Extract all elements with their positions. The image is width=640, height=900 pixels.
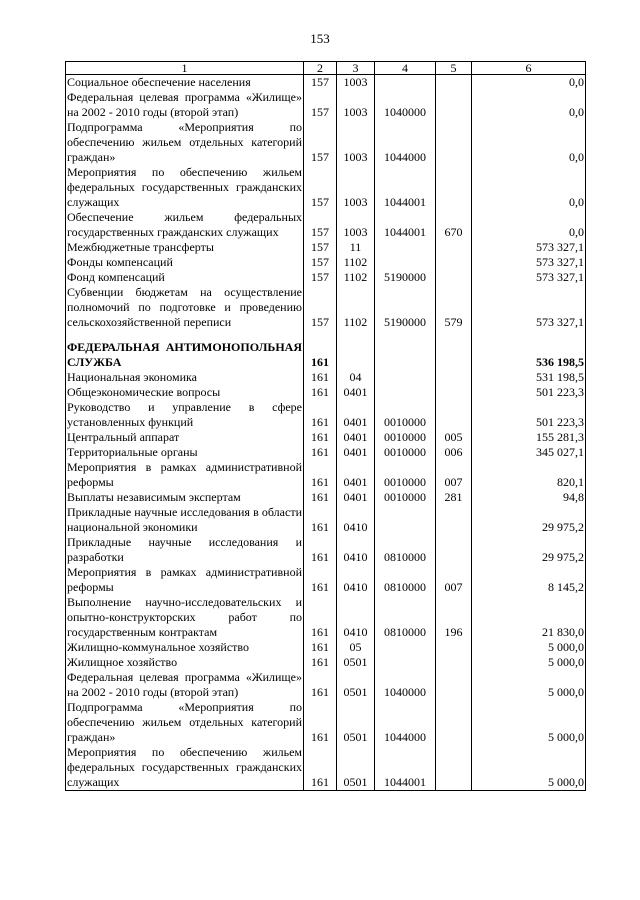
target-article-cell bbox=[375, 255, 436, 270]
ministry-code-cell: 157 bbox=[304, 255, 337, 270]
ministry-code-cell: 157 bbox=[304, 120, 337, 165]
target-article-cell: 0810000 bbox=[375, 565, 436, 595]
ministry-code-cell: 161 bbox=[304, 535, 337, 565]
table-row bbox=[66, 400, 586, 430]
section-code-cell: 1003 bbox=[337, 165, 375, 210]
section-code-cell: 0410 bbox=[337, 535, 375, 565]
target-article-cell: 1044000 bbox=[375, 120, 436, 165]
section-code-cell: 1102 bbox=[337, 285, 375, 330]
ministry-code-cell: 161 bbox=[304, 655, 337, 670]
expense-type-cell: 670 bbox=[436, 210, 472, 240]
expense-type-cell bbox=[436, 640, 472, 655]
row-name-cell: Фонды компенсаций bbox=[66, 255, 304, 270]
target-article-cell: 0010000 bbox=[375, 430, 436, 445]
row-name-cell: Жилищно-коммунальное хозяйство bbox=[66, 640, 304, 655]
amount-cell: 5 000,0 bbox=[472, 745, 586, 791]
section-code-cell: 0401 bbox=[337, 445, 375, 460]
amount-cell: 573 327,1 bbox=[472, 270, 586, 285]
amount-cell: 5 000,0 bbox=[472, 670, 586, 700]
row-name-cell: Выполнение научно-исследовательских и опытно-конструкторских работ по государственным контрактам bbox=[67, 595, 302, 639]
section-code-cell: 0401 bbox=[337, 400, 375, 430]
amount-cell: 155 281,3 bbox=[472, 430, 586, 445]
row-name-cell: Национальная экономика bbox=[66, 370, 304, 385]
expense-type-cell: 006 bbox=[436, 445, 472, 460]
column-header: 3 bbox=[337, 62, 375, 75]
ministry-code-cell: 161 bbox=[304, 595, 337, 640]
ministry-code-cell: 161 bbox=[304, 460, 337, 490]
amount-cell: 0,0 bbox=[472, 75, 586, 91]
ministry-code-cell: 157 bbox=[304, 240, 337, 255]
row-name-cell: Общеэкономические вопросы bbox=[66, 385, 304, 400]
target-article-cell: 1044001 bbox=[375, 745, 436, 791]
amount-cell: 820,1 bbox=[472, 460, 586, 490]
expense-type-cell: 281 bbox=[436, 490, 472, 505]
target-article-cell: 0010000 bbox=[375, 490, 436, 505]
table-row bbox=[66, 210, 586, 240]
table-row bbox=[66, 430, 586, 445]
table-row bbox=[66, 255, 586, 270]
table-row bbox=[66, 670, 586, 700]
row-name-cell: Федеральная целевая программа «Жилище» на 2002 - 2010 годы (второй этап) bbox=[67, 90, 302, 119]
target-article-cell: 1044001 bbox=[375, 210, 436, 240]
spacer-cell bbox=[337, 330, 375, 340]
row-name-cell: Мероприятия по обеспечению жильем федеральных государственных гражданских служащих bbox=[67, 745, 302, 789]
row-name-cell: Руководство и управление в сфере установленных функций bbox=[67, 400, 302, 429]
table-row bbox=[66, 165, 586, 210]
ministry-code-cell: 157 bbox=[304, 210, 337, 240]
table-row bbox=[66, 460, 586, 490]
spacer-cell bbox=[375, 330, 436, 340]
amount-cell: 8 145,2 bbox=[472, 565, 586, 595]
target-article-cell: 0010000 bbox=[375, 400, 436, 430]
page-number: 153 bbox=[310, 31, 330, 46]
target-article-cell bbox=[375, 640, 436, 655]
ministry-code-cell: 161 bbox=[304, 700, 337, 745]
section-code-cell: 0501 bbox=[337, 670, 375, 700]
row-name-cell: ФЕДЕРАЛЬНАЯ АНТИМОНОПОЛЬНАЯ СЛУЖБА bbox=[67, 340, 302, 369]
row-name-cell: Прикладные научные исследования и разработки bbox=[67, 535, 302, 564]
target-article-cell: 0010000 bbox=[375, 445, 436, 460]
target-article-cell bbox=[375, 75, 436, 91]
ministry-code-cell: 161 bbox=[304, 490, 337, 505]
row-name-cell: Выплаты независимым экспертам bbox=[66, 490, 304, 505]
ministry-code-cell: 157 bbox=[304, 285, 337, 330]
row-name-cell: Социальное обеспечение населения bbox=[66, 75, 304, 91]
spacer-row bbox=[66, 330, 586, 340]
section-code-cell: 1102 bbox=[337, 255, 375, 270]
target-article-cell: 1044001 bbox=[375, 165, 436, 210]
target-article-cell: 1044000 bbox=[375, 700, 436, 745]
amount-cell: 501 223,3 bbox=[472, 385, 586, 400]
column-header: 1 bbox=[66, 62, 304, 75]
ministry-code-cell: 161 bbox=[304, 565, 337, 595]
amount-cell: 573 327,1 bbox=[472, 240, 586, 255]
amount-cell: 29 975,2 bbox=[472, 535, 586, 565]
amount-cell: 531 198,5 bbox=[472, 370, 586, 385]
amount-cell: 0,0 bbox=[472, 165, 586, 210]
amount-cell: 5 000,0 bbox=[472, 700, 586, 745]
table-body bbox=[66, 75, 586, 791]
row-name-cell: Территориальные органы bbox=[66, 445, 304, 460]
amount-cell: 0,0 bbox=[472, 210, 586, 240]
table-row bbox=[66, 595, 586, 640]
spacer-cell bbox=[66, 330, 304, 340]
amount-cell: 29 975,2 bbox=[472, 505, 586, 535]
row-name-cell: Мероприятия в рамках административной реформы bbox=[67, 565, 302, 594]
expense-type-cell bbox=[436, 670, 472, 700]
expense-type-cell bbox=[436, 505, 472, 535]
section-code-cell: 1003 bbox=[337, 120, 375, 165]
row-name-cell: Прикладные научные исследования в области национальной экономики bbox=[67, 505, 302, 534]
ministry-code-cell: 161 bbox=[304, 400, 337, 430]
target-article-cell bbox=[375, 240, 436, 255]
section-code-cell: 0501 bbox=[337, 745, 375, 791]
expense-type-cell bbox=[436, 240, 472, 255]
section-code-cell: 05 bbox=[337, 640, 375, 655]
ministry-code-cell: 161 bbox=[304, 670, 337, 700]
table-row bbox=[66, 745, 586, 791]
amount-cell: 345 027,1 bbox=[472, 445, 586, 460]
column-header: 4 bbox=[375, 62, 436, 75]
expense-type-cell bbox=[436, 745, 472, 791]
section-code-cell: 11 bbox=[337, 240, 375, 255]
amount-cell: 21 830,0 bbox=[472, 595, 586, 640]
expense-type-cell bbox=[436, 120, 472, 165]
table-row bbox=[66, 75, 586, 91]
expense-type-cell bbox=[436, 655, 472, 670]
section-code-cell: 0401 bbox=[337, 460, 375, 490]
section-code-cell: 0410 bbox=[337, 565, 375, 595]
amount-cell: 0,0 bbox=[472, 90, 586, 120]
table-row bbox=[66, 490, 586, 505]
target-article-cell bbox=[375, 505, 436, 535]
section-code-cell: 0401 bbox=[337, 490, 375, 505]
amount-cell: 536 198,5 bbox=[472, 340, 586, 370]
expense-type-cell bbox=[436, 165, 472, 210]
ministry-code-cell: 157 bbox=[304, 270, 337, 285]
table-row bbox=[66, 240, 586, 255]
table-row bbox=[66, 90, 586, 120]
row-name-cell: Обеспечение жильем федеральных государственных гражданских служащих bbox=[67, 210, 302, 239]
expense-type-cell: 196 bbox=[436, 595, 472, 640]
expense-type-cell bbox=[436, 535, 472, 565]
expense-type-cell bbox=[436, 75, 472, 91]
expense-type-cell bbox=[436, 385, 472, 400]
target-article-cell: 0810000 bbox=[375, 595, 436, 640]
ministry-code-cell: 161 bbox=[304, 745, 337, 791]
row-name-cell: Мероприятия в рамках административной реформы bbox=[67, 460, 302, 489]
ministry-code-cell: 161 bbox=[304, 370, 337, 385]
target-article-cell bbox=[375, 655, 436, 670]
row-name-cell: Подпрограмма «Мероприятия по обеспечению жильем отдельных категорий граждан» bbox=[67, 700, 302, 744]
target-article-cell: 0810000 bbox=[375, 535, 436, 565]
expense-type-cell bbox=[436, 340, 472, 370]
target-article-cell: 5190000 bbox=[375, 270, 436, 285]
amount-cell: 5 000,0 bbox=[472, 640, 586, 655]
amount-cell: 501 223,3 bbox=[472, 400, 586, 430]
budget-table bbox=[65, 61, 586, 791]
ministry-code-cell: 157 bbox=[304, 165, 337, 210]
amount-cell: 573 327,1 bbox=[472, 285, 586, 330]
table-row bbox=[66, 565, 586, 595]
table-row bbox=[66, 340, 586, 370]
table-row bbox=[66, 535, 586, 565]
row-name-cell: Мероприятия по обеспечению жильем федеральных государственных гражданских служащих bbox=[67, 165, 302, 209]
spacer-cell bbox=[472, 330, 586, 340]
column-header: 6 bbox=[472, 62, 586, 75]
section-code-cell: 0401 bbox=[337, 430, 375, 445]
target-article-cell: 0010000 bbox=[375, 460, 436, 490]
table-row bbox=[66, 640, 586, 655]
expense-type-cell bbox=[436, 255, 472, 270]
ministry-code-cell: 157 bbox=[304, 90, 337, 120]
table-row bbox=[66, 655, 586, 670]
target-article-cell: 1040000 bbox=[375, 670, 436, 700]
section-code-cell: 0501 bbox=[337, 655, 375, 670]
row-name-cell: Центральный аппарат bbox=[66, 430, 304, 445]
section-code-cell: 1003 bbox=[337, 90, 375, 120]
section-code-cell: 0410 bbox=[337, 505, 375, 535]
amount-cell: 0,0 bbox=[472, 120, 586, 165]
table-row bbox=[66, 285, 586, 330]
table-row bbox=[66, 270, 586, 285]
expense-type-cell: 007 bbox=[436, 460, 472, 490]
ministry-code-cell: 161 bbox=[304, 385, 337, 400]
row-name-cell: Межбюджетные трансферты bbox=[66, 240, 304, 255]
target-article-cell: 5190000 bbox=[375, 285, 436, 330]
table-row bbox=[66, 120, 586, 165]
table-row bbox=[66, 700, 586, 745]
section-code-cell: 0401 bbox=[337, 385, 375, 400]
target-article-cell: 1040000 bbox=[375, 90, 436, 120]
ministry-code-cell: 161 bbox=[304, 430, 337, 445]
expense-type-cell: 005 bbox=[436, 430, 472, 445]
ministry-code-cell: 161 bbox=[304, 640, 337, 655]
expense-type-cell: 579 bbox=[436, 285, 472, 330]
amount-cell: 5 000,0 bbox=[472, 655, 586, 670]
target-article-cell bbox=[375, 385, 436, 400]
section-code-cell: 0410 bbox=[337, 595, 375, 640]
row-name-cell: Жилищное хозяйство bbox=[66, 655, 304, 670]
section-code-cell: 1102 bbox=[337, 270, 375, 285]
table-row bbox=[66, 370, 586, 385]
target-article-cell bbox=[375, 370, 436, 385]
row-name-cell: Подпрограмма «Мероприятия по обеспечению жильем отдельных категорий граждан» bbox=[67, 120, 302, 164]
expense-type-cell bbox=[436, 700, 472, 745]
column-number-row bbox=[66, 62, 586, 75]
spacer-cell bbox=[436, 330, 472, 340]
section-code-cell: 1003 bbox=[337, 210, 375, 240]
section-code-cell: 04 bbox=[337, 370, 375, 385]
row-name-cell: Фонд компенсаций bbox=[66, 270, 304, 285]
ministry-code-cell: 157 bbox=[304, 75, 337, 91]
table-row bbox=[66, 445, 586, 460]
row-name-cell: Субвенции бюджетам на осуществление полномочий по подготовке и проведению сельскохозяйственной переписи bbox=[67, 285, 302, 329]
section-code-cell: 0501 bbox=[337, 700, 375, 745]
expense-type-cell: 007 bbox=[436, 565, 472, 595]
expense-type-cell bbox=[436, 400, 472, 430]
ministry-code-cell: 161 bbox=[304, 505, 337, 535]
amount-cell: 94,8 bbox=[472, 490, 586, 505]
ministry-code-cell: 161 bbox=[304, 340, 337, 370]
section-code-cell: 1003 bbox=[337, 75, 375, 91]
table-row bbox=[66, 505, 586, 535]
ministry-code-cell: 161 bbox=[304, 445, 337, 460]
section-code-cell bbox=[337, 340, 375, 370]
amount-cell: 573 327,1 bbox=[472, 255, 586, 270]
row-name-cell: Федеральная целевая программа «Жилище» на 2002 - 2010 годы (второй этап) bbox=[67, 670, 302, 699]
expense-type-cell bbox=[436, 270, 472, 285]
column-header: 5 bbox=[436, 62, 472, 75]
column-header: 2 bbox=[304, 62, 337, 75]
target-article-cell bbox=[375, 340, 436, 370]
table-row bbox=[66, 385, 586, 400]
expense-type-cell bbox=[436, 90, 472, 120]
spacer-cell bbox=[304, 330, 337, 340]
expense-type-cell bbox=[436, 370, 472, 385]
